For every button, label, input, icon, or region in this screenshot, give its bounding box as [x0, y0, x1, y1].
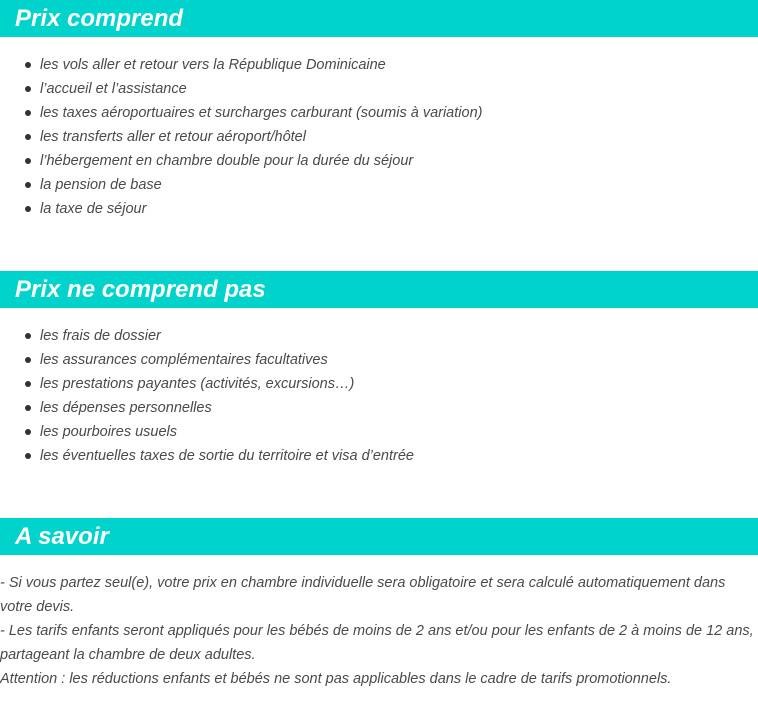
list-item-text: les dépenses personnelles — [40, 400, 212, 416]
section-header-not-included: Prix ne comprend pas — [0, 271, 758, 308]
note-attention: Attention : les réductions enfants et bébés ne sont pas applicables dans le cadre de tarifs promotionnels. — [0, 671, 672, 687]
list-item-text: l’hébergement en chambre double pour la durée du séjour — [40, 153, 414, 169]
good-to-know-notes — [0, 571, 758, 691]
list-item — [0, 125, 482, 149]
bullet-icon — [25, 110, 31, 116]
bullet-icon — [25, 381, 31, 387]
bullet-icon — [25, 158, 31, 164]
list-item — [0, 372, 414, 396]
list-item-text: l’accueil et l’assistance — [40, 81, 187, 97]
list-item-text: les prestations payantes (activités, excursions…) — [40, 376, 355, 392]
list-item-text: les taxes aéroportuaires et surcharges carburant (soumis à variation) — [40, 105, 483, 121]
bullet-icon — [25, 405, 31, 411]
list-item-text: les assurances complémentaires facultatives — [40, 352, 328, 368]
list-item — [0, 396, 414, 420]
section-header-good-to-know: A savoir — [0, 518, 758, 555]
list-item — [0, 420, 414, 444]
list-item-text: la taxe de séjour — [40, 201, 147, 217]
not-included-list — [0, 324, 414, 468]
list-item — [0, 101, 482, 125]
list-item — [0, 324, 414, 348]
bullet-icon — [25, 86, 31, 92]
bullet-icon — [25, 429, 31, 435]
bullet-icon — [25, 206, 31, 212]
bullet-icon — [25, 333, 31, 339]
list-item-text: les éventuelles taxes de sortie du territoire et visa d’entrée — [40, 448, 414, 464]
list-item — [0, 348, 414, 372]
list-item — [0, 444, 414, 468]
list-item-text: les vols aller et retour vers la République Dominicaine — [40, 57, 386, 73]
list-item — [0, 53, 482, 77]
note-solo-traveler: - Si vous partez seul(e), votre prix en chambre individuelle sera obligatoire et sera calculé automatiquement dans votre devis. — [0, 575, 726, 615]
bullet-icon — [25, 182, 31, 188]
list-item — [0, 77, 482, 101]
bullet-icon — [25, 62, 31, 68]
list-item — [0, 197, 482, 221]
note-child-rates: - Les tarifs enfants seront appliqués pour les bébés de moins de 2 ans et/ou pour les enfants de 2 à moins de 12 ans, partageant la chambre de deux adultes. — [0, 623, 754, 663]
bullet-icon — [25, 134, 31, 140]
list-item-text: la pension de base — [40, 177, 162, 193]
bullet-icon — [25, 453, 31, 459]
included-list — [0, 53, 482, 221]
list-item-text: les frais de dossier — [40, 328, 161, 344]
list-item — [0, 149, 482, 173]
list-item-text: les transferts aller et retour aéroport/hôtel — [40, 129, 306, 145]
list-item — [0, 173, 482, 197]
section-header-included: Prix comprend — [0, 0, 758, 37]
list-item-text: les pourboires usuels — [40, 424, 178, 440]
bullet-icon — [25, 357, 31, 363]
